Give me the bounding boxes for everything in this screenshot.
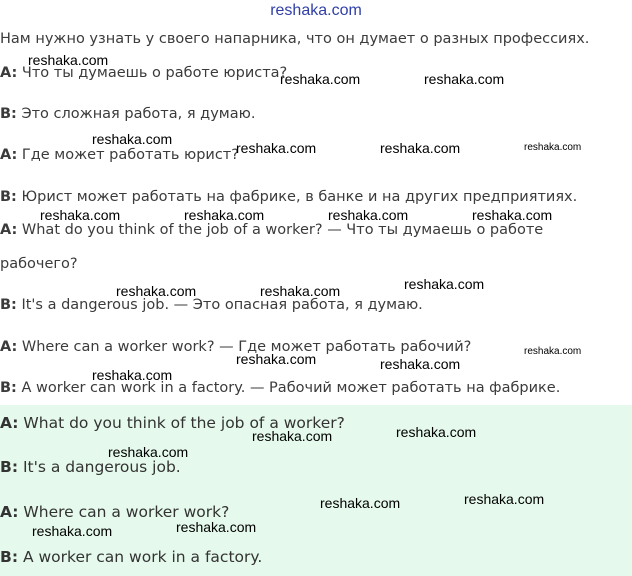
watermark-text: reshaka.com xyxy=(260,283,341,299)
answer-line: A: What do you think of the job of a worker? xyxy=(0,414,345,432)
watermark-text: reshaka.com xyxy=(252,428,333,444)
watermark-text: reshaka.com xyxy=(320,495,401,511)
watermark-text: reshaka.com xyxy=(92,131,173,147)
intro-text: Нам нужно узнать у своего напарника, что он думает о разных профессиях. xyxy=(0,31,590,47)
watermark-text: reshaka.com xyxy=(176,519,257,535)
watermark-text: reshaka.com xyxy=(404,276,485,292)
answer-line: B: A worker can work in a factory. xyxy=(0,548,263,566)
dialogue-line: B: It's a dangerous job. — Это опасная работа, я думаю. xyxy=(0,297,423,313)
watermark-text: reshaka.com xyxy=(396,424,477,440)
watermark-text: reshaka.com xyxy=(184,207,265,223)
dialogue-line: B: A worker can work in a factory. — Рабочий может работать на фабрике. xyxy=(0,380,561,396)
dialogue-line: B: Юрист может работать на фабрике, в банке и на других предприятиях. xyxy=(0,189,578,205)
dialogue-line: A: Где может работать юрист? xyxy=(0,147,239,163)
watermark-text: reshaka.com xyxy=(424,71,505,87)
watermark-text: reshaka.com xyxy=(236,140,317,156)
dialogue-line-continued: рабочего? xyxy=(0,256,78,272)
watermark-text: reshaka.com xyxy=(280,71,361,87)
dialogue-line: A: What do you think of the job of a worker? — Что ты думаешь о работе xyxy=(0,222,544,238)
watermark-text: reshaka.com xyxy=(380,356,461,372)
watermark-text: reshaka.com xyxy=(464,491,545,507)
watermark-text: reshaka.com xyxy=(40,207,121,223)
answer-line: A: Where can a worker work? xyxy=(0,503,230,521)
dialogue-line: B: Это сложная работа, я думаю. xyxy=(0,106,256,122)
site-title[interactable]: reshaka.com xyxy=(270,2,362,19)
watermark-text: reshaka.com xyxy=(108,444,189,460)
watermark-text: reshaka.com xyxy=(92,367,173,383)
watermark-text: reshaka.com xyxy=(32,523,113,539)
watermark-text: reshaka.com xyxy=(380,140,461,156)
watermark-text: reshaka.com xyxy=(472,207,553,223)
dialogue-line: A: Что ты думаешь о работе юриста? xyxy=(0,65,288,81)
answer-line: B: It's a dangerous job. xyxy=(0,458,181,476)
watermark-text: reshaka.com xyxy=(524,346,582,357)
dialogue-line: A: Where can a worker work? — Где может работать рабочий? xyxy=(0,339,472,355)
watermark-text: reshaka.com xyxy=(236,351,317,367)
watermark-text: reshaka.com xyxy=(116,283,197,299)
watermark-text: reshaka.com xyxy=(28,52,109,68)
watermark-text: reshaka.com xyxy=(328,207,409,223)
watermark-text: reshaka.com xyxy=(524,142,582,153)
